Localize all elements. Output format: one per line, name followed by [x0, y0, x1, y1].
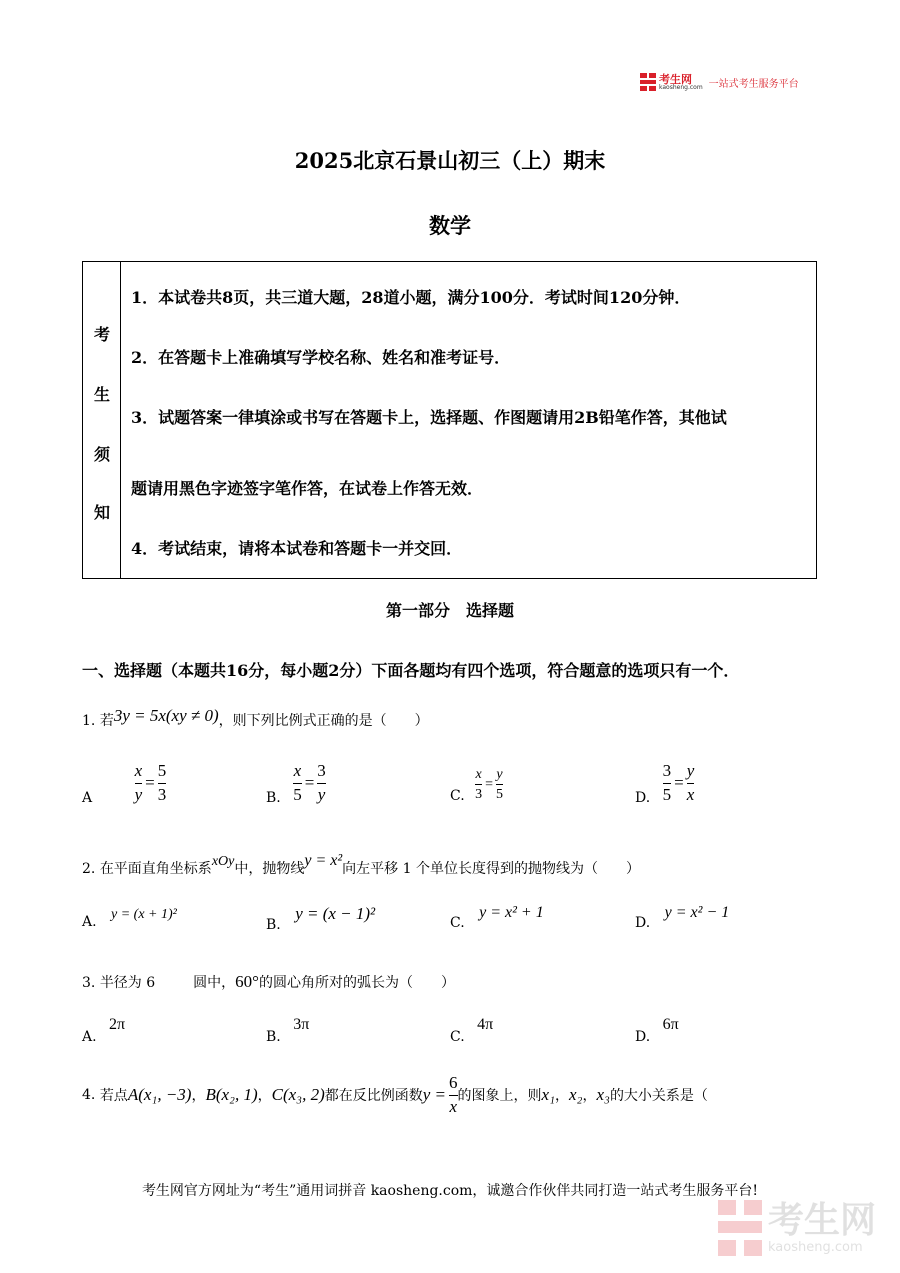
question-1 [82, 706, 429, 730]
notice-head-char: 须 [93, 445, 110, 464]
separator: ， [582, 1088, 597, 1105]
var-x3: x₃ [596, 1085, 610, 1105]
frac-num: y [496, 767, 503, 782]
separator: ， [257, 1088, 272, 1105]
q3-option-c[interactable] [450, 1016, 494, 1045]
frac-num: 3 [317, 761, 326, 780]
subject-title: 数学 [429, 213, 471, 238]
separator: ， [191, 1088, 206, 1105]
footer-text: 考生网官方网址为“考生”通用词拼音 kaosheng.com，诚邀合作伙伴共同打造一站式考生服务平台! [141, 1183, 759, 1199]
notice-item: 题请用黑色字迹签字笔作答，在试卷上作答无效． [131, 479, 484, 498]
frac-num: x [475, 767, 482, 782]
option-expr: y = x² + 1 [479, 904, 544, 921]
option-expr: $\frac{x}{3}$ = $\frac{y}{5}$ [475, 767, 504, 803]
frac-num: x [134, 761, 143, 780]
point-b: B(x₂, 1) [205, 1085, 258, 1105]
q3-option-a[interactable] [82, 1016, 126, 1045]
notice-head-char: 知 [93, 503, 110, 522]
section-title: 第一部分 选择题 [385, 601, 514, 620]
inverse-function [423, 1074, 458, 1116]
part1-heading: 一、选择题（本题共16分，每小题2分）下面各题均有四个选项，符合题意的选项只有一个． [82, 661, 740, 680]
watermark-logo-icon [718, 1200, 762, 1256]
option-expr: y = (x + 1)² [111, 907, 177, 922]
frac-num: 3 [662, 761, 672, 780]
var-x2: x₂ [569, 1085, 583, 1105]
question-text: 的图象上，则 [457, 1088, 542, 1105]
notice-head-char: 考 [93, 325, 110, 344]
question-number: 2. [82, 861, 96, 877]
frac-den: x [686, 784, 695, 804]
option-expr: $\frac{x}{5}$ = $\frac{3}{y}$ [293, 761, 326, 804]
q1-option-b[interactable] [266, 762, 326, 804]
notice-item: 2．在答题卡上准确填写学校名称、姓名和准考证号． [131, 348, 511, 367]
q1-option-c[interactable] [450, 766, 503, 803]
frac-den: y [134, 784, 143, 804]
frac-num: x [293, 761, 302, 780]
question-text: 若点 [99, 1088, 128, 1105]
math-expr: 60° [235, 972, 259, 991]
separator: ， [555, 1088, 569, 1105]
option-label: A. [82, 1029, 97, 1045]
option-label: B. [266, 917, 281, 933]
question-3 [82, 972, 455, 992]
question-text: 的大小关系是（ [609, 1088, 708, 1105]
notice-head [83, 262, 121, 578]
q3-option-b[interactable] [266, 1016, 310, 1045]
point-a: A(x₁, −3) [127, 1085, 192, 1105]
question-text: ，则下列比例式正确的是（ ） [218, 713, 429, 729]
question-4 [82, 1074, 708, 1116]
logo-name: 考生网 [659, 72, 692, 86]
math-expr: 3y = 5x(xy ≠ 0) [113, 706, 219, 725]
watermark [718, 1200, 876, 1256]
func-lhs: y = [422, 1085, 447, 1105]
exam-title: 2025北京石景山初三（上）期末 [294, 148, 606, 173]
q2-option-c[interactable] [450, 904, 544, 931]
watermark-name: 考生网 [768, 1199, 877, 1241]
logo-slogan: 一站式考生服务平台 [708, 78, 799, 90]
question-2 [82, 852, 640, 878]
option-expr: 2π [109, 1016, 126, 1033]
frac-num: y [686, 761, 695, 780]
option-label: A. [82, 914, 97, 930]
option-label: A [82, 790, 93, 806]
q2-option-a[interactable] [82, 906, 177, 930]
question-text: 都在反比例函数 [324, 1088, 423, 1105]
question-text: 若 [99, 713, 114, 729]
frac-den: y [317, 784, 326, 804]
frac-den: 3 [475, 787, 483, 803]
frac-den: 5 [662, 784, 672, 804]
question-text: 半径为 6 [99, 975, 156, 991]
frac-num: 5 [157, 761, 167, 780]
logo-domain: kaosheng.com [659, 83, 703, 91]
notice-head-char: 生 [93, 385, 110, 404]
question-number: 4. [82, 1087, 96, 1104]
option-expr: $\frac{3}{5}$ = $\frac{y}{x}$ [662, 761, 695, 804]
option-label: D. [635, 915, 651, 931]
option-label: C. [450, 1029, 465, 1045]
question-text: 中，抛物线 [234, 861, 305, 877]
notice-box [82, 261, 817, 579]
logo-icon [640, 73, 656, 91]
option-expr: 4π [477, 1016, 494, 1033]
frac-den: 5 [496, 787, 504, 803]
option-label: B. [266, 1029, 281, 1045]
math-expr: y = x² [304, 852, 343, 869]
question-text: 圆中， [193, 975, 236, 991]
notice-item: 1．本试卷共8页，共三道大题，28道小题，满分100分．考试时间120分钟． [131, 288, 691, 307]
frac-den: 5 [293, 784, 302, 804]
q1-option-a[interactable] [82, 762, 166, 804]
option-expr: y = x² − 1 [664, 904, 730, 921]
option-expr: 3π [293, 1016, 310, 1033]
q2-option-b[interactable] [266, 904, 376, 933]
option-expr: 6π [662, 1016, 679, 1033]
option-label: D. [635, 790, 651, 806]
option-expr: y = (x − 1)² [295, 904, 376, 923]
option-label: D. [635, 1029, 651, 1045]
notice-item: 3．试题答案一律填涂或书写在答题卡上，选择题、作图题请用2B铅笔作答，其他试 [131, 408, 727, 427]
question-text: 向左平移 1 个单位长度得到的抛物线为（ ） [342, 861, 640, 877]
point-c: C(x₃, 2) [271, 1085, 325, 1105]
q3-option-d[interactable] [635, 1016, 679, 1045]
option-expr: $\frac{x}{y}$ = $\frac{5}{3}$ [134, 761, 167, 804]
frac-den: 3 [157, 784, 167, 804]
frac-den: x [449, 1096, 458, 1116]
option-label: C. [450, 915, 465, 931]
frac-num: 6 [449, 1073, 458, 1092]
math-expr: xOy [211, 854, 235, 869]
header-logo [640, 72, 799, 92]
question-number: 3. [82, 975, 96, 991]
watermark-domain: kaosheng.com [768, 1239, 863, 1255]
question-text: 在平面直角坐标系 [99, 861, 212, 877]
question-text: 的圆心角所对的弧长为（ ） [258, 975, 455, 991]
q1-option-d[interactable] [635, 762, 694, 804]
option-label: C. [450, 788, 465, 804]
notice-item: 4．考试结束，请将本试卷和答题卡一并交回． [131, 539, 463, 558]
q2-option-d[interactable] [635, 904, 730, 931]
option-label: B. [266, 790, 281, 806]
var-x1: x₁ [541, 1085, 555, 1105]
question-number: 1. [82, 713, 96, 729]
